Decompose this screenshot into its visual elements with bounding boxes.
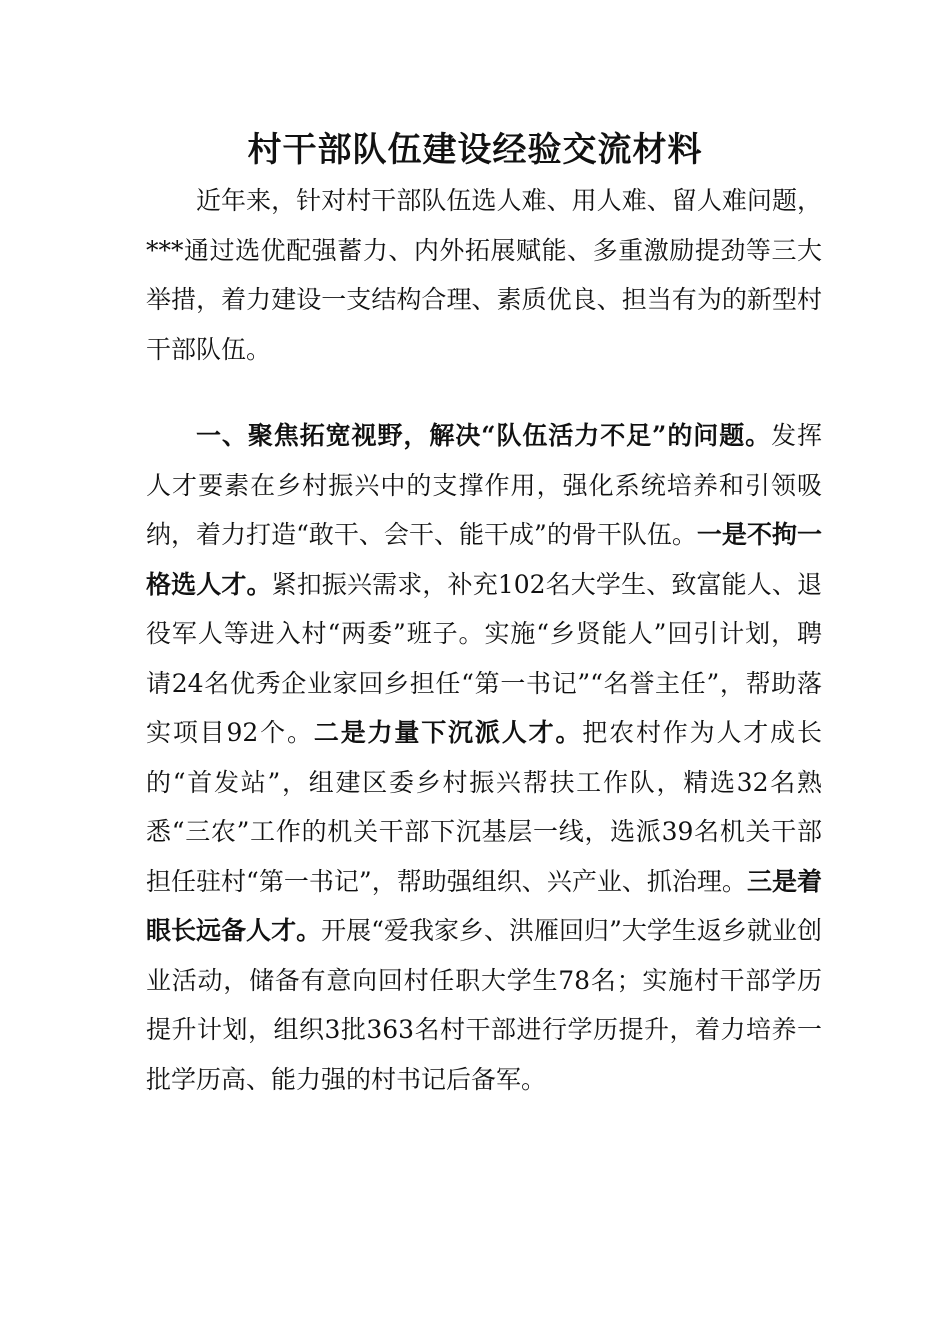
point-2-text: 把农村作为人才成长的“首发站”，组建区委乡村振兴帮扶工作队，精选32名熟悉“三农”工作的机关干部下沉基层一线，选派39名机关干部担任驻村“第一书记”，帮助强组织、兴产业、抓治理。 (146, 718, 822, 896)
section-1-heading: 一、聚焦拓宽视野，解决“队伍活力不足”的问题。 (196, 421, 772, 450)
section-1-paragraph (146, 411, 822, 1104)
intro-paragraph: 近年来，针对村干部队伍选人难、用人难、留人难问题，***通过选优配强蓄力、内外拓展赋能、多重激励提劲等三大举措，着力建设一支结构合理、素质优良、担当有为的新型村干部队伍。 (146, 186, 822, 364)
section-1-lead: 发挥人才要素在乡村振兴中的支撑作用，强化系统培养和引领吸纳，着力打造“敢干、会干、能干成”的骨干队伍。 (146, 421, 822, 549)
point-3-heading: 三是着眼长远备人才。 (146, 866, 822, 945)
point-3-text: 开展“爱我家乡、洪雁回归”大学生返乡就业创业活动，储备有意向回村任职大学生78名；实施村干部学历提升计划，组织3批363名村干部进行学历提升，着力培养一批学历高、能力强的村书记后备军。 (146, 916, 822, 1094)
point-2-heading: 二是力量下沉派人才。 (313, 718, 583, 747)
point-1-heading: 一是不拘一格选人才。 (146, 520, 822, 599)
document-title: 村干部队伍建设经验交流材料 (247, 130, 703, 170)
point-1-text: 紧扣振兴需求，补充102名大学生、致富能人、退役军人等进入村“两委”班子。实施“乡贤能人”回引计划，聘请24名优秀企业家回乡担任“第一书记”“名誉主任”，帮助落实项目92个。 (146, 569, 822, 747)
